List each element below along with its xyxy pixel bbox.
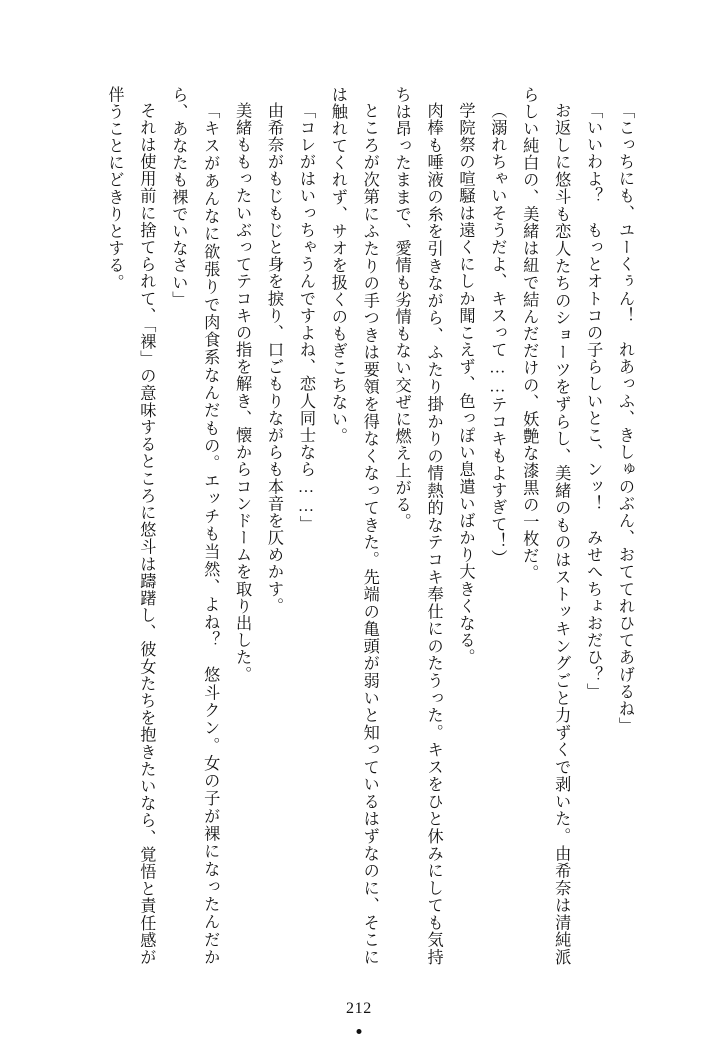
- paragraph: 「キスがあんなに欲張りで肉食系なんだもの。エッチも当然、よね？ 悠斗クン。女の子が裸になったんだから、あなたも裸でいなさい」: [169, 86, 220, 966]
- footer-dot-ornament: [357, 1029, 362, 1034]
- paragraph: それは使用前に捨てられて、「裸」の意味するところに悠斗は躊躇し、彼女たちを抱きたいなら、覚悟と責任感が伴うことにどきりとする。: [105, 86, 156, 966]
- paragraph: 「コレがはいっちゃうんですよね、恋人同士なら……」: [296, 102, 315, 534]
- paragraph: お返しに悠斗も恋人たちのショーツをずらし、美緒のものはストッキングごと力ずくで剥いた。由希奈は清純派らしい純白の、美緒は紐で結んだだけの、妖艶な漆黒の一枚だ。: [520, 86, 571, 966]
- paragraph: （溺れちゃいそうだよ、キスって……テコキもよすぎて！）: [488, 102, 507, 568]
- novel-body-text: [78, 86, 640, 966]
- paragraph: 美緒ももったいぶってテコキの指を解き、懐からコンドームを取り出した。: [233, 102, 252, 684]
- paragraph: 肉棒も唾液の糸を引きながら、ふたり掛かりの情熱的なテコキ奉仕にのたうった。キスをひと休みにしても気持ちは昂ったままで、愛情も劣情もない交ぜに燃え上がる。: [392, 86, 443, 966]
- paragraph: 由希奈がもじもじと身を捩り、口ごもりながらも本音を仄めかす。: [265, 102, 284, 615]
- paragraph: 学院祭の喧騒は遠くにしか聞こえず、色っぽい息遣いばかり大きくなる。: [456, 102, 475, 667]
- paragraph: 「いいわよ？ もっとオトコの子らしいとこ、ンッ！ みせへちょおだひ？」: [584, 102, 603, 701]
- paragraph: 「こっちにも、ユーくぅん！ れあっふ、きしゅのぶん、おててれひてあげるね」: [616, 102, 634, 735]
- paragraph: ところが次第にふたりの手つきは要領を得なくなってきた。先端の亀頭が弱いと知っているはずなのに、そこには触れてくれず、サオを扱くのもぎこちない。: [328, 86, 379, 966]
- page-number: 212: [346, 1000, 372, 1017]
